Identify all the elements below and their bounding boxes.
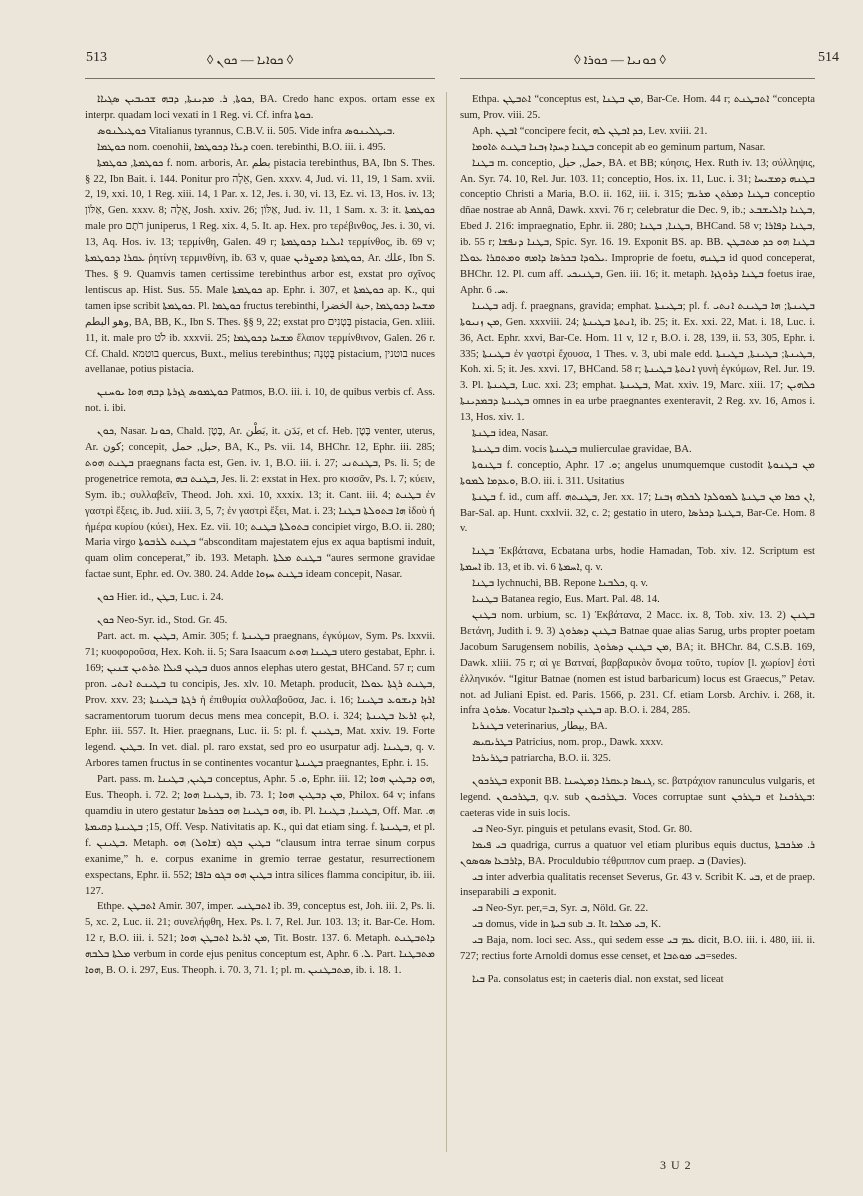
- left-page-number: 513: [86, 50, 107, 65]
- entry: ܒܛܢܬܐ idea, Nasar.: [472, 428, 549, 440]
- left-column: [85, 92, 435, 1152]
- entry: ܟܘܢ Neo-Syr. id., Stod. Gr. 45.: [97, 615, 228, 627]
- entry: ܒܝܐ Pa. consolatus est; in caeteris dial. non exstat, sed liceat: [472, 973, 724, 985]
- entry: ܒܛܝܢܐ adj. f. praegnans, gravida; emphat. ܒܛܝܢܬܐ; pl. f. ܒܛܝܢܬܐ; ܗܐ ܒܛܝܢܬ ܐܢܬܝ ܡܢ ܙܢܝܘܬܐ, Gen. xxxviii. 24; ܐܢܬܬܐ ܒܛܝܢܬܐ, ib. 25; it. Ex. xxi. 22, Mat. i. 18, Luc. i. 36, Act. Ephr. xxvi, Bar-Ce. Hom. 11 v, 12 r, B.O. i. 28, 139, ii. 53, 305, Ephr. i. 335; ܒܛܝܢܬܐ ἐν γαστρὶ ἔχουσα, 1 Thes. v. 3, ubi male edd. ܒܛܝܢܬܐ; ܒܛܝܢܬܐ, ܒܛܝܢܬܐ, Koh. xi. 5; it. Jes. xxvi. 17, BHCand. 58 r; ܐܢܬܬܐ ܒܛܝܢܬܐ γυνὴ ἐγκύμων, Rel. Jur. 19. 3. Pl. ܒܛܝܢܬܐ, Luc. xxi. 23; emphat. ܒܛܝܢܬܐ, Mat. xxiv. 19, Marc. xiii. 17; ܟܠܗܝܢ ܒܛܝܢܬܐ ܕܒܡܕܝܢܬܐ omnes in ea urbe praegnantes exenteravit, 2 Reg. xv. 16, Amos i. 13, Hos. xiv. 1.: [460, 300, 815, 424]
- entry: ܒܛܪܝܩܝܣ Patricius, nom. prop., Dawk. xxxv.: [472, 737, 664, 749]
- entry: ܒܛܢܐ ܕܚܕܐ ܙܒܢܐ ܒܛܢܬ ܬܐܘܡܐ concepit ab eo geminum partum, Nasar.: [472, 141, 766, 153]
- right-page-number: 514: [818, 50, 839, 65]
- entry: ܒܝ domus, vide in ܒܝܬܐ sub ܒ. It. ܒܝ ܡܠܟܐ, K.: [472, 919, 662, 931]
- entry: ܒܛܪܟܘܢ exponit BB. ܓܢܣܐ ܕܥܩܪܐ ܕܡܛܚܢܐ, sc. βατράχιον ranunculus vulgaris, et legend. ܒܛܪܟܝܘܢ, q.v. sub ܒܛܪܟܝܘܢ. Voces corruptae sunt ܒܛܪܟܢ et ܒܛܪܟܢܐ: caeteras vide in suis locis.: [460, 776, 815, 819]
- entry: ܒܛܢܐ Ἐκβάτανα, Ecbatana urbs, hodie Hamadan, Tob. xiv. 12. Scriptum est ܐܚܡܬܐ ib. 13, et ib. vi. 6 ܐܚܡܬܐ, q. v.: [460, 546, 815, 574]
- entry: ܒܛܝܢܬܐ dim. vocis ܒܛܝܢܬܐ mulierculae gravidae, BA.: [472, 443, 692, 455]
- entry: ܒܝ inter adverbia qualitatis recenset Severus, Gr. 43 v. Scribit K. ܒܝ, et de praep. inseparabili ܒ exponit.: [460, 871, 815, 899]
- entry: ܟܘܛܡܬܐ, ܟܘܛܡܬܐ f. nom. arboris, Ar. ﺑﻄﻢ pistacia terebinthus, BA, Ibn S. Thes. § 22, Ibn Bait. i. 144. Ponitur pro אֵלָה, Gen. xxxv. 4, Jud. vi. 11, 19, 1 Sam. xvii. 2, 19, xxi. 10, 1 Reg. xiii. 14, 1 Par. x. 12, Jes. i. 30, vi. 13, Ez. vi. 13, Hos. iv. 13; אַלּוֹן, Gen. xxxv. 8; אֵלָה, Josh. xxiv. 26; אַלּוֹן, Jud. iv. 11, 1 Sam. x. 3: it. ܟܘܛܡܬܐ male pro רֹתֶם juniperus, 1 Reg. xix. 4, 5. It. ap. Hex. pro τερέβινθος, Jes. i. 30, vi. 13, Aq. Hos. iv. 13; τερμίνθη, Galen. 49 r; ܐܝܠܢܐ ܕܟܘܛܡܬܐ τερμίνθος, ib. 69 v; ܥܩܪܐ ܕܟܘܛܡܬܐ ῥητίνη τερμινθίνη, ib. 63 v, quae ܟܘܛܡܬܐ ܕܡܨܪܝܢ, Ar. ﻋﻠﻚ, Ibn S. Thes. § 9. Quamvis tamen certissime terebinthus arbor est, exstat pro σχῖνος lentiscus ap. Hist. Sus. 55. Male ܟܘܛܡܬܐ ap. Ephr. i. 307, et ܟܘܛܡܬܐ ap. K., qui tamen ipse scribit ܟܘܛܡܬܐ. Pl. ܟܘܛܡܐ fructus terebinthi, ܡܫܚܐ ܕܟܘܛܡܐ ,ﺣﺒﺔ ﺍﻟﺨﻀﺮﺍ ﻭﻫﻮ ﺍﻟﺒﻄﻢ, BA, BB, K., Ibn S. Thes. §§ 9, 22; exstat pro בָּטְנִים pistacia, Gen. xliii. 11, it. male pro לֹט ib. xxxvii. 25; ܡܫܚܐ ܕܟܘܛܡܐ ἔλαιον τερμίνθινον, Galen. 26 r. Cf. Chald. בוטמא quercus, Buxt., melius terebinthus; בֻּטְנָה pistacium, בוטנין nuces avellanae, potius pistacia.: [85, 157, 435, 376]
- entry: Part. pass. m. ܒܛܝܢ, ܒܛܝܢܐ conceptus, Aphr. ܘ. 5, Ephr. iii. 12; ܗܘ ܕܒܛܝܢ ܗܘܐ, Eus. Theoph. i. 72. 2; ܒܛܝܢܐ ܗܘܐ, ib. 73. 1; ܡܢ ܕܒܛܝܢ ܗܘܐ, Philox. 64 v; infans quamdiu in utero gestatur ܗܘ ܒܛܝܢܐ ܗܘ ܒܟܪܣܐ, ib. Pl. ܒܛܝܢܐ, ܒܛܝܢܐ, Off. Mar. ܗ. 15; ܒܛܝܢܬܐ ܕܩܝܡܬܐ, Off. Vesp. Nativitatis ap. K., qui dat etiam sing. f. ܒܛܝܢܬܐ, et pl. f. ܒܛܝܢܢ. Metaph. ܒܛܝܢ ܒܓܘ (ܫܐܘܠ) ܗܘ “clausum intra terrae sinum corpus exanime,” h. e. corpus exanime in gremio terrae gestatur, resurrectionem exspectans, Ephr. ii. 552; ܒܛܝܢ ܗܘ ܒܓܘ ܟܐܦܐ intra silices flamma concipitur, ib. iii. 127.: [85, 774, 435, 897]
- entry: ܒܛܢܝܐ Batanea regio, Eus. Mart. Pal. 48. 14.: [472, 594, 660, 606]
- entry: ܒܝ ܦܝܡܐ quadriga, currus a quatuor vel etiam pluribus equis ductus, ܪ. ܡܪܟܒܬܐ ܕܐܪܒܥܐ ܣܘܣܘܢ, BA. Proculdubio τέθριππον cum praep. ܒ (Davies).: [460, 839, 815, 867]
- entry: Aph. ܐܒܛܢ “concipere fecit, ܟܕ ܐܒܛܢ ܠܗ, Lev. xviii. 21.: [472, 125, 708, 137]
- entry: ܒܛܢܐ m. conceptio, ﺣﻤﻞ, ﺣﺒﻞ, BA. et BB; κύησις, Hex. Ruth iv. 13; σύλληψις, An. Syr. 74. 10, Rel. Jur. 103. 11; conceptio, Hos. ix. 11, Luc. i. 31; ܒܛܢܗ ܕܡܫܝܚܐ conceptio Christi a Maria, B.O. ii. 162, iii. i. 315; ܒܛܢܐ ܕܡܪܬܢ ܡܪܝܡ conceptio dñae nostrae ab Annâ, Dawk. xxvi. 76 r; celebratur die Dec. 9, ib.; ܒܛܢܐ ܕܐܠܝܫܒܥ, Ebed J. 216: impraegnatio, Ephr. ii. 280; ܒܛܢܐ, ܒܛܢܐ, BHCand. 58 v; ܒܛܢܐ ܕܦܐܪܐ, ib. 55 r; ܒܛܢܐ ܕܢܦܫܐ, Spic. Syr. 16. 19. Exponit BS. ap. BB. ܒܛܢܐ ܗܘ ܟܕ ܡܬܒܛܢ ܝܠܘܕܐ ܒܟܪܣܐ ܕܐܡܗ ܘܡܬܩܪܐ ܥܘܠܐ. Improprie de foetu, ܒܛܢܗ id quod conceperat, BHChr. 12. Pl. cum aff. ܒܛܢܝܟܝ, Gen. iii. 16; it. metaph. ܒܛܢܐ ܕܪܘܓܙܐ foetus irae, Aphr. ܚ. 6.: [460, 157, 815, 296]
- entry: ܟܘܢ Hier. id., ܒܛܢ, Luc. i. 24.: [97, 592, 224, 604]
- signature-mark: 3 U 2: [660, 1158, 692, 1172]
- left-running-title: ◊ ܟܘܐܝܐ — ܟܘܢ ◊: [206, 52, 294, 67]
- entry: ܟܘܛܡܐ nom. coenohii, ܕܝܪܐ ܕܟܘܛܡܐ coen. terebinthi, B.O. iii. i. 495.: [97, 141, 386, 153]
- entry: ܒܛܢܪܝܐ veterinarius, ﺑﻴﻄﺎﺭ, BA.: [472, 721, 608, 733]
- right-header-rule: [460, 78, 815, 79]
- entry: ܒܛܢܬܐ f. id., cum aff. ܒܛܢܬܗ, Jer. xx. 17; ܐܢ ܟܡܐ ܡܢ ܒܛܢܬܐ ܠܡܘܠܕܐ ܠܟܠܗ ܙܒܢܐ, Bar-Sal. ap. Hunt. cxxlvii. 32, c. 2; gestatio in utero, ܒܛܢܬܐ ܕܟܪܣܐ, Bar-Ce. Hom. 8 v.: [460, 491, 815, 535]
- entry: ܟܘܬܐ, ܪ. ܡܕܝܢܬܐ, ܕܒܗ ܫܟܝܒܝܢ ܣܓܝܐܐ, BA. Credo hanc expos. ortam esse ex interpr. quadam loci vexati in 1 Reg. vi. Cf. infra ܟܘܬܐ.: [85, 94, 435, 121]
- entry: Ethpe. ܐܬܒܛܢ Amir. 307, imper. ܐܬܒܛܢܝ ib. 39, conceptus est, Joh. iii. 2, Ps. li. 5, xc. 2, Luc. ii. 21; συνελήφθη, Hex. Ps. l. 7, Rel. Jur. 103. 13; it. Bar-Ce. Hom. 12 r, B.O. iii. i. 521; ܡܢ ܐܪܥܐ ܐܬܒܛܢ ܗܘܐ, Tit. Bostr. 137. 6. Metaph. ܕܐܬܒܛܢܬ ܡܠܬܐ ܒܠܒܗ verbum in corde ejus penitus conceptum est, Aphr. ܠ. 6. Part. ܡܬܒܛܢܐ ܗܘܐ, B. O. i. 297, Eus. Theoph. i. 70. 3, 71. 1; pl. m. ܡܬܒܛܢܝܢ, ib. i. 18. 1.: [85, 901, 435, 977]
- entry: ܒܝ Neo-Syr. pinguis et petulans evasit, Stod. Gr. 80.: [472, 823, 693, 835]
- entry: ܒܛܢܘܬܐ f. conceptio, Aphr. ܘ. 17; angelus unumquemque custodit ܡܢ ܒܛܢܘܬܐ ܘܥܕܡܐ ܠܡܘܬܐ, B.O. iii. i. 311. Usitatius: [460, 459, 815, 487]
- left-header-rule: [85, 78, 435, 79]
- entry: Ethpa. ܐܬܒܛܢ “conceptus est, ܡܢ ܒܛܢܐ, Bar-Ce. Hom. 44 r; ܐܬܒܛܢܬ “concepta sum, Prov. viii. 25.: [460, 94, 815, 121]
- entry: ܒܛܪܝܪܟܐ patriarcha, B.O. ii. 325.: [472, 753, 611, 765]
- running-header: [0, 50, 863, 74]
- right-column: [460, 92, 815, 1152]
- entry: ܟܘܢ, Nasar. ܟܘܢܐ, Chald. בֶּטֶן, Ar. بَطْن, it. بَدَن, et cf. Heb. בֶּטֶן venter, uterus, Ar. ﻛﻮﻥ; concepit, ﺣﺒﻞ, ﺣﻤﻞ, BA, K., Ps. vii. 14, BHChr. 12, Ephr. iii. 285; ܒܛܢܬ ܗܘܬ praegnans facta est, Gen. iv. 1, B.O. iii. i. 27; ܒܛܢܬܢܝ, Ps. li. 5; de progenetrice remota, ܒܛܢܬ ܒܗ, Jes. li. 2: exstat in Hex. pro κισσᾶν, Ps. l. 7; κύειν, Sym. ib.; συλλαβεῖν, Theod. Joh. xxi. 10, xxxix. 13; it. Cant. iii. 4; ܒܛܢܬ ἐν γαστρὶ ἔξεις, ib. Jud. xiii. 3, 5, 7; ἐν γαστρὶ ἔξει, Mat. i. 23; ܗܐ ܒܬܘܠܬܐ ܒܛܢܐ ἰδοὺ ἡ ἡμέρα κυρίου (κύει), Hex. Ez. vii. 10; ܒܬܘܠܬܐ ܒܛܢܬ concipiet virgo, B.O. ii. 280; Maria virgo ܒܛܢܬ ܠܪܒܘܬܐ “absconditam majestatem ejus ex aqua baptismi induit, quam olim conceperat,” ib. 193. Metaph. ܒܛܢܬ ܡܠܬܐ “aures sermone gravidae factae sunt, Ephr. ed. Ov. 380. 24. Adde ܒܛܢܬ ܚܙܘܐ ideam concepit, Nasar.: [85, 426, 435, 581]
- right-running-title: ◊ ܟܘܢܝܐ — ܟܘܪܐ ◊: [574, 52, 666, 67]
- entry: ܒܛܢܐ lychnuchi, BB. Repone ܟܠܒܢܐ, q. v.: [472, 578, 648, 590]
- entry: ܒܛܢܢ nom. urbium, sc. 1) Ἐκβάτανα, 2 Macc. ix. 8, Tob. xiv. 13. 2) ܒܛܢܢ Βετάνη, Judith i. 9. 3) ܒܛܢܢ ܕܣܪܘܓ Batnae quae alias Sarug, urbs propter poetam Jacobum Sarugensem nobilis, ܡܢ ܒܛܢܢ ܕܣܪܘܓ, BA; it. BHChr. 84, C.S.B. 169, Dawk. xliii. 75 r; αἱ γε Βατναί, βαρβαρικὸν ὄνομα τοῦτο, τυρίον [l. χωρίον] ἐστὶ ἑλληνικόν. “Igitur Batnae (nomen est istud barbaricum) locus est Graecus,” Petav. not. ad Juliani Epist. ed. Paris. 1566, p. 231. Cf. etiam Lorsb. Archiv. i. 268, it. infra ܣܪܘܓ. Vocatur ܒܛܢܢ ܕܐܒܝܕܐ ap. B.O. i. 284, 285.: [460, 610, 815, 717]
- entry: ܒܝ Neo-Syr. per,=ܒ, Syr. ܒ, Nöld. Gr. 22.: [472, 903, 649, 915]
- column-divider: [446, 92, 447, 1152]
- entry: ܒܝ Baja, nom. loci sec. Ass., qui sedem esse ܥܡ ܒܝ dicit, B.O. iii. i. 480, iii. ii. 727; rectius forte Arnoldi domus esse censet, et ܒܝ ܡܘܬܒܐ=sedes.: [460, 935, 815, 963]
- entry: ܟܘܛܝܠܢܘܣ Vitalianus tyrannus, C.B.V. ii. 505. Vide infra ܒܝܛܠܝܢܘܣ.: [97, 125, 395, 137]
- entry: Part. act. m. ܒܛܝܢ, Amir. 305; f. ܒܛܝܢܬܐ praegnans, ἐγκύμων, Sym. Ps. lxxvii. 71; κυοφοροῦσα, Hex. Koh. ii. 5; Sara Isaacum ܒܛܝܢܐ ܗܘܬ utero gestabat, Ephr. i. 169; ܒܛܝܢ ܦܝܠܐ ܬܪܬܝܢ ܫܢܝܢ duos annos elephas utero gestat, BHCand. 57 r; cum pron. ܒܛܝܢܬ ܐܢܬܝ tu concipis, Jes. xlv. 10. Metaph. producit, ܒܛܢܬ ܪܓܬܐ ܥܘܠܐ, Prov. xxv. 23; ܪܓܬܐ ܒܛܝܢܬܐ ἡ ἐπιθυμία συλλαβοῦσα, Jac. i. 16; ܐܪܙܐ ܕܝܫܘܥ ܒܛܝܢܐ sacramentorum tuorum decus mens mea concepit, B.O. i. 324; ܐܝܟ ܐܪܥܐ ܒܛܝܢܬܐ, Ephr. iii. 557. It. Hier. praegnans, Luc. ii. 5: pl. f. ܒܛܝܢܢ, Mat. xxiv. 19. Forte legend. ܒܛܝܢ. In vet. dial. pl. raro exstat, sed pro eo usurpatur adj. ܒܛܝܢܐ, q. v. Arbores tamen fructus in se continentes vocantur ܒܛܝܢܬܐ praegnantes, Ephr. i. 15.: [85, 631, 435, 770]
- entry: ܟܘܛܡܘܣ ܓܙܪܬܐ ܕܒܗ ܗܘܐ ܝܘܚܢܢ Patmos, B.O. iii. i. 10, de quibus verbis cf. Ass. not. i. ibi.: [85, 387, 435, 415]
